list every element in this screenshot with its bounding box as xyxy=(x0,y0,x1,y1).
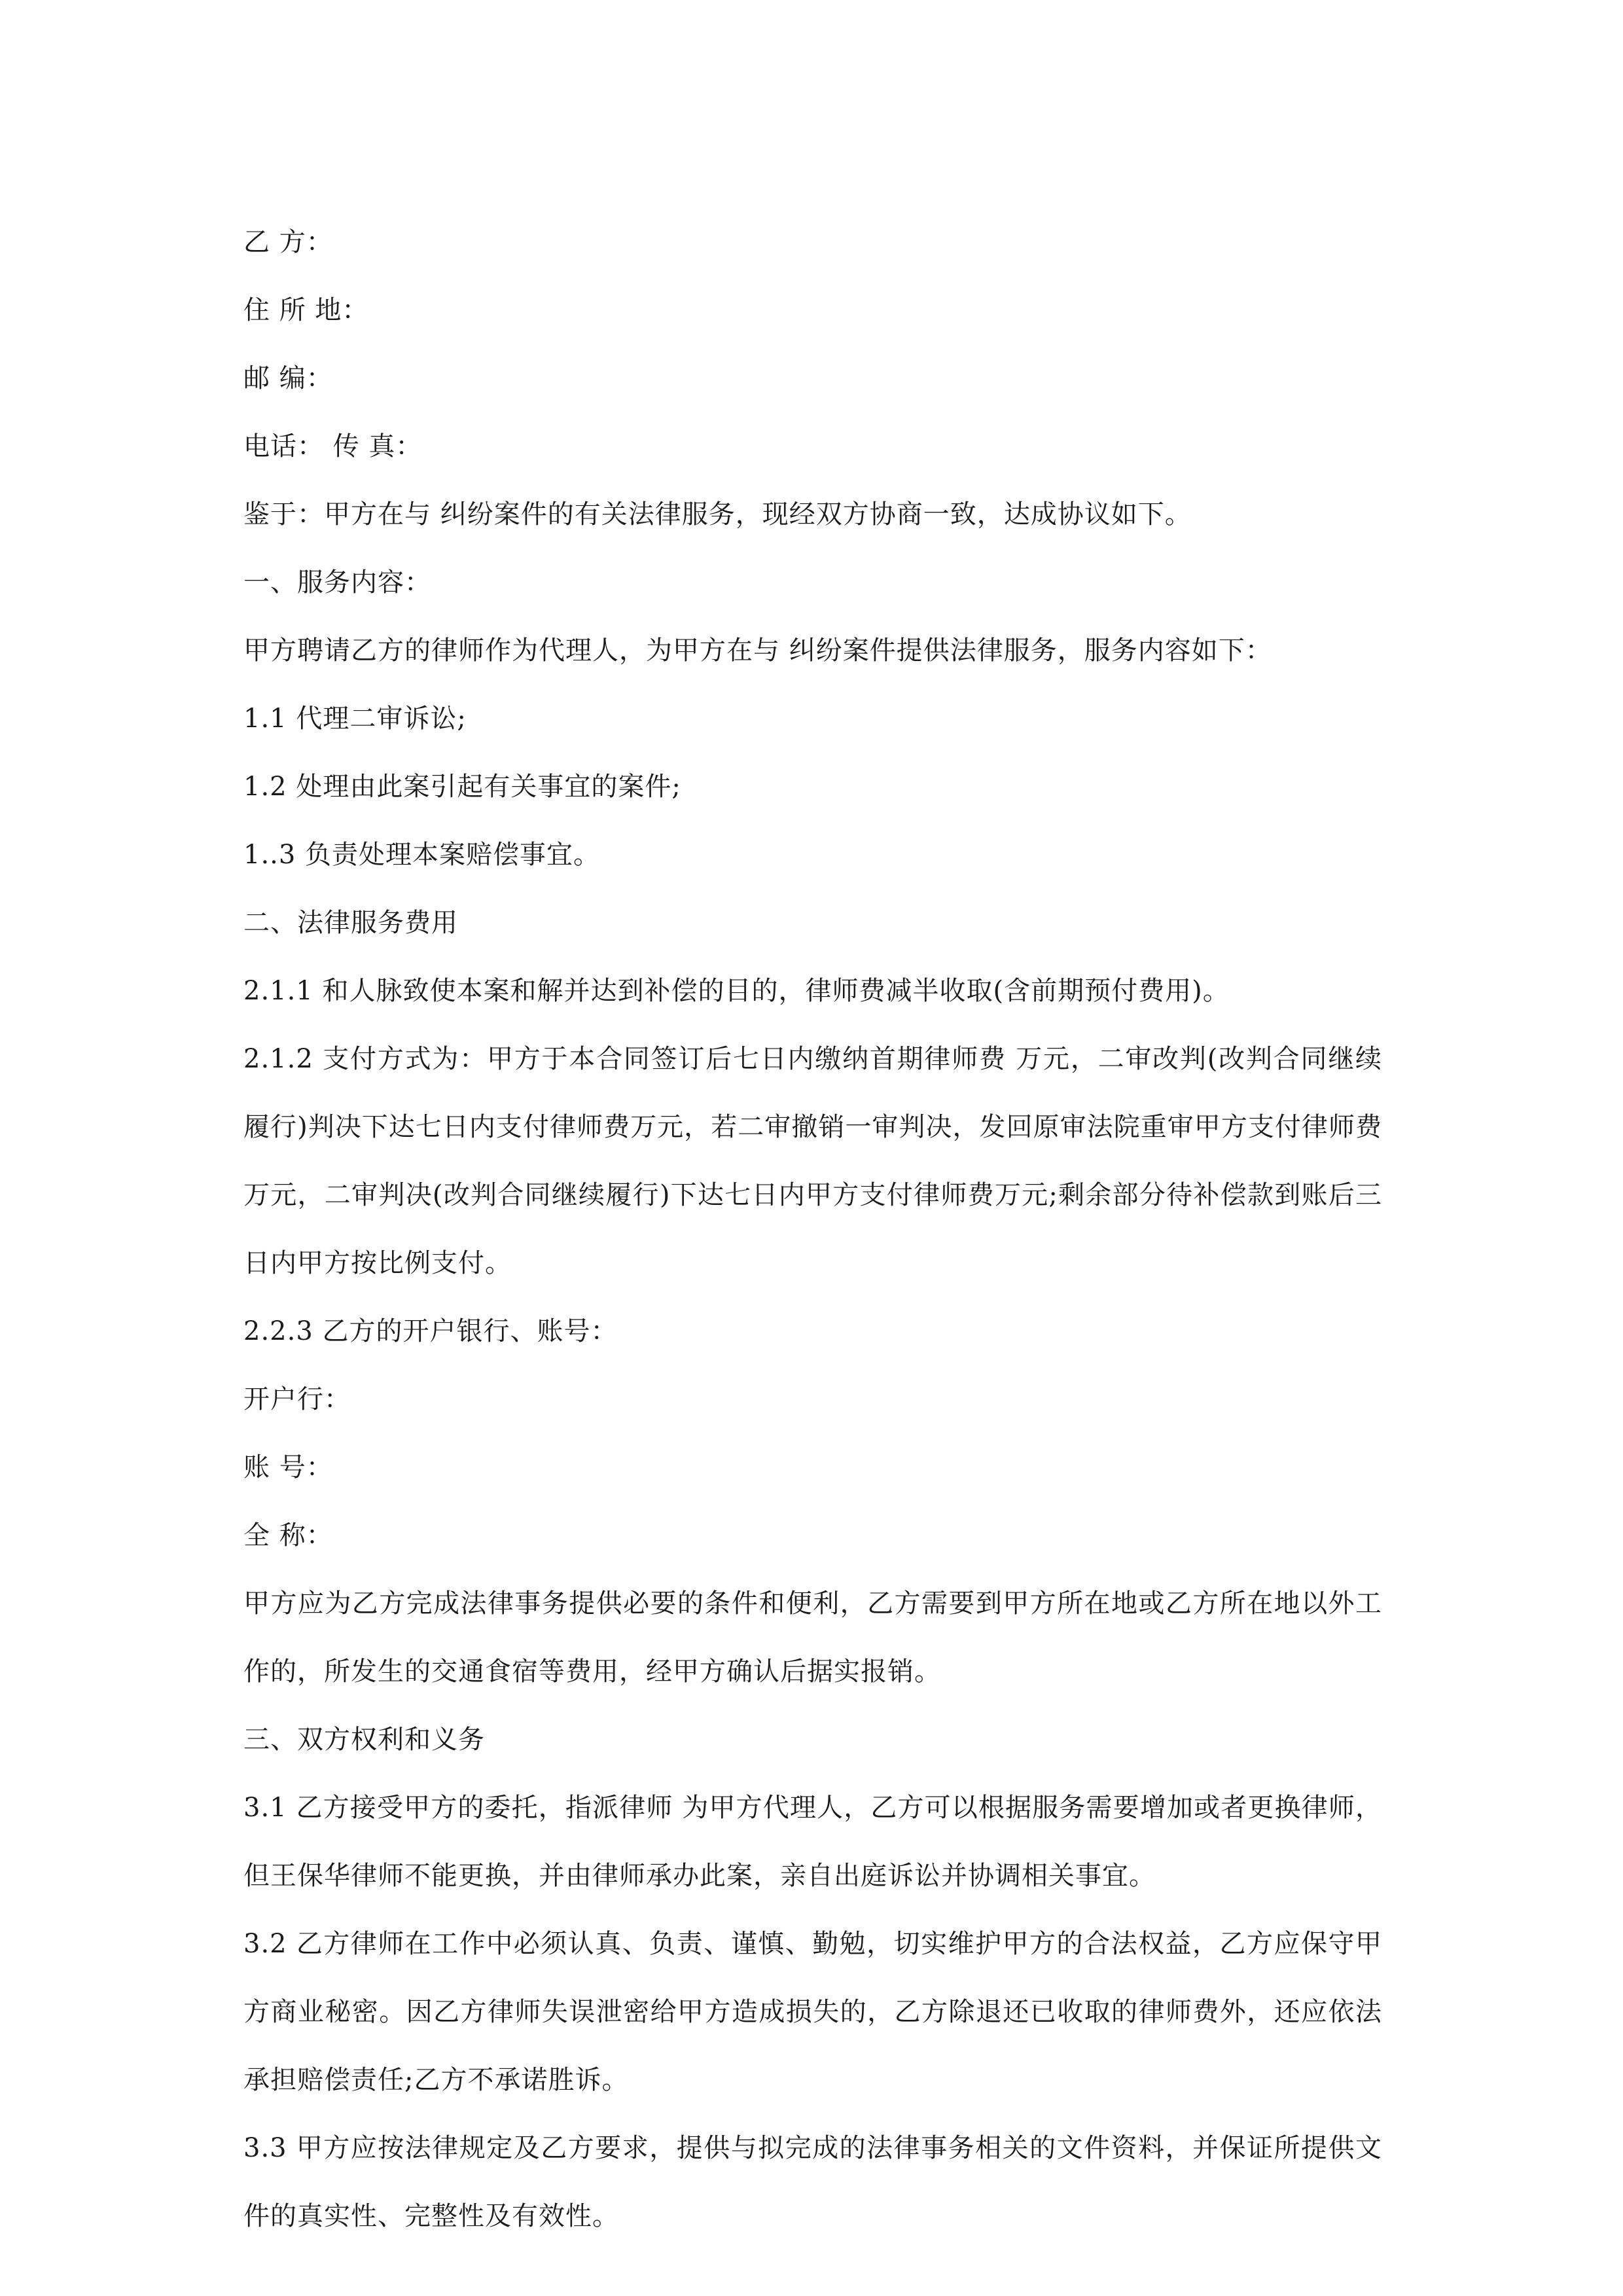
postcode-label: 邮 编： xyxy=(243,363,333,393)
clause-1-3: 1..3 负责处理本案赔偿事宜。 xyxy=(243,840,601,870)
party-b-label: 乙 方： xyxy=(243,227,333,257)
address-label: 住 所 地： xyxy=(243,295,369,325)
clause-3-1: 3.1 乙方接受甲方的委托，指派律师 为甲方代理人，乙方可以根据服务需要增加或者更换律师，但王保华律师不能更换，并由律师承办此案，亲自出庭诉讼并协调相关事宜。 xyxy=(243,1793,1382,1891)
account-number-label: 账 号： xyxy=(243,1452,333,1482)
phone-fax-label: 电话： 传 真： xyxy=(243,431,423,461)
clause-3-3: 3.3 甲方应按法律规定及乙方要求，提供与拟完成的法律事务相关的文件资料，并保证所提供文件的真实性、完整性及有效性。 xyxy=(243,2133,1382,2231)
clause-2-1-1: 2.1.1 和人脉致使本案和解并达到补偿的目的，律师费减半收取(含前期预付费用)。 xyxy=(243,976,1230,1006)
account-name-label: 全 称： xyxy=(243,1520,333,1551)
section-3-title: 三、双方权利和义务 xyxy=(243,1725,485,1755)
clause-1-2: 1.2 处理由此案引起有关事宜的案件; xyxy=(243,772,681,802)
service-intro: 甲方聘请乙方的律师作为代理人，为甲方在与 纠纷案件提供法律服务，服务内容如下： xyxy=(243,636,1272,666)
conditions-paragraph: 甲方应为乙方完成法律事务提供必要的条件和便利，乙方需要到甲方所在地或乙方所在地以外工作的，所发生的交通食宿等费用，经甲方确认后据实报销。 xyxy=(243,1588,1382,1687)
document-body xyxy=(243,208,1382,2250)
clause-2-2-3: 2.2.3 乙方的开户银行、账号： xyxy=(243,1316,618,1346)
clause-1-1: 1.1 代理二审诉讼; xyxy=(243,704,467,734)
bank-name-label: 开户行： xyxy=(243,1384,351,1414)
clause-3-2: 3.2 乙方律师在工作中必须认真、负责、谨慎、勤勉，切实维护甲方的合法权益，乙方应保守甲方商业秘密。因乙方律师失误泄密给甲方造成损失的，乙方除退还已收取的律师费外，还应依法承担赔偿责任;乙方不承诺胜诉。 xyxy=(243,1929,1382,2095)
whereas-clause: 鉴于：甲方在与 纠纷案件的有关法律服务，现经双方协商一致，达成协议如下。 xyxy=(243,499,1192,529)
clause-2-1-2: 2.1.2 支付方式为：甲方于本合同签订后七日内缴纳首期律师费 万元，二审改判(改判合同继续履行)判决下达七日内支付律师费万元，若二审撤销一审判决，发回原审法院重审甲方支付律师费 万元，二审判决(改判合同继续履行)下达七日内甲方支付律师费万元;剩余部分待补偿款到账后三日内甲方按比例支付。 xyxy=(243,1044,1382,1278)
section-2-title: 二、法律服务费用 xyxy=(243,908,458,938)
section-1-title: 一、服务内容： xyxy=(243,567,431,598)
